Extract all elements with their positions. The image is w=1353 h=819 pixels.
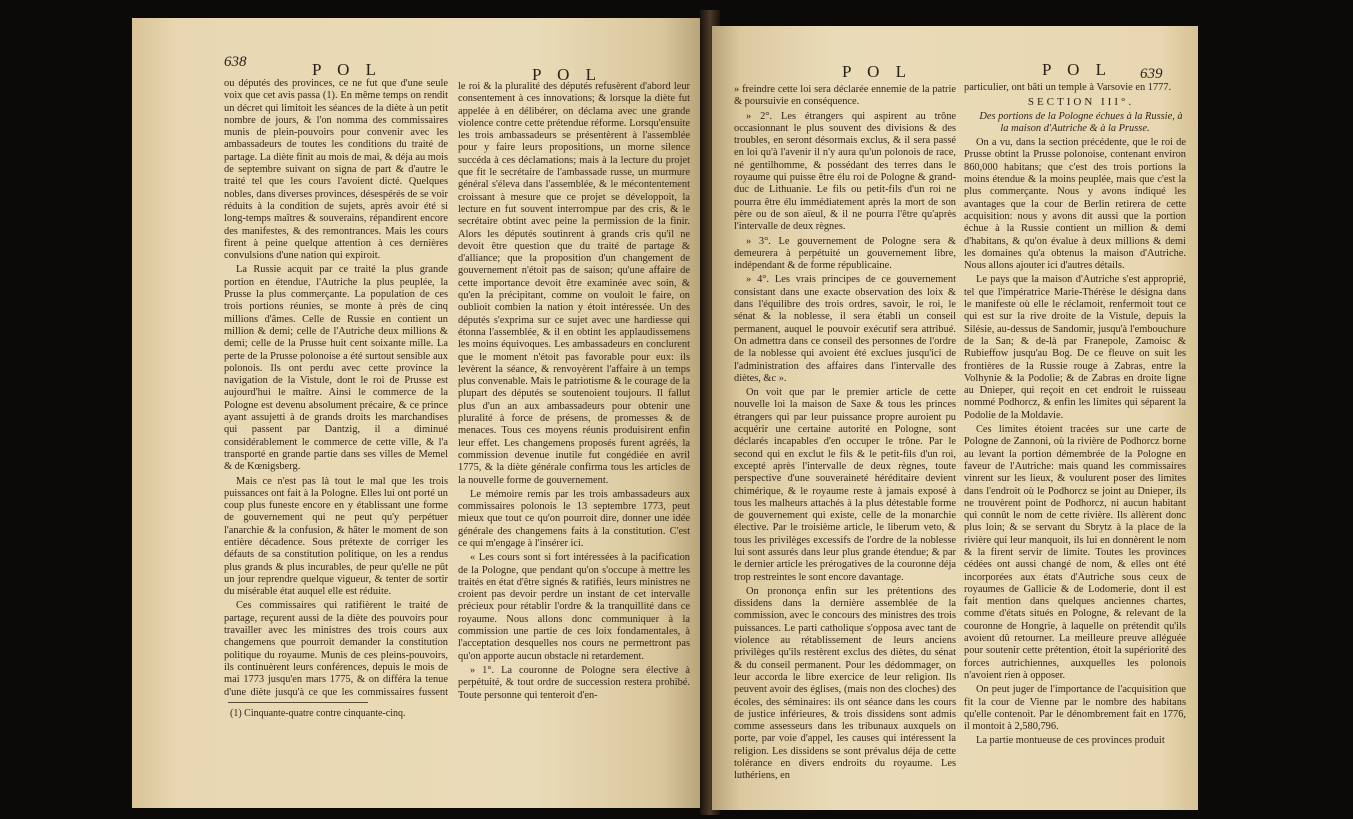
paragraph: Mais ce n'est pas là tout le mal que les trois puissances ont fait à la Pologne. Elles lui ont porté un coup plus funeste encore en y établissant une forme de gouvernement qui ne peut qu'y perpétuer l'anarchie & la confusion, & hâter le moment de son entière décadence. Sous prétexte de corriger les défauts de sa constitution politique, on les a rendus plus grands & plus incurables, de peur qu'elle ne pût un jour reprendre quelque vigueur, & tenter de sortir du misérable état auquel elle est réduite. [224, 475, 448, 598]
paragraph: le roi & la pluralité des députés refusèrent d'abord leur consentement à ces innovations; & lorsque la diète fut appelée à en délibérer, on déclama avec une grande violence contre cette prétendue réforme. Lorsqu'ensuite les trois ambassadeurs se présentèrent à l'assemblée pour y faire leurs propositions, un morne silence succéda à ces déclamations; mais à la lecture du projet que fit le secrétaire de l'ambassade russe, un murmure général s'éleva dans l'assemblée, & le mécontentement croissant à mesure que ce projet se développoit, la lecture en fut souvent interrompue par des cris, & le secrétaire obtint avec peine la permission de la finir. Alors les députés soutinrent à grands cris qu'il ne devoit être question que du traité de partage & d'alliance; que la proposition d'un changement de gouvernement n'étoit pas de saison; qu'une affaire de cette importance devoit être examinée avec soin, & qu'en la précipitant, comme on vouloit le faire, on oublioit combien la nation y étoit intéressée. Un des députés s'exprima sur ce sujet avec une hardiesse qui étonna l'assemblée, & il en obtint les applaudissemens les moins équivoques. Les ambassadeurs en conclurent que le moment n'étoit pas favorable pour eux: ils levèrent la séance, & renvoyèrent l'affaire à un temps plus convenable. Mais le patriotisme & le courage de la plupart des députés se soutenoient toujours. Il fallut plus d'un an aux ambassadeurs pour obtenir une pluralité à force de présens, de promesses & de menaces. Tous ces moyens réunis produisirent enfin leur effet. Les changemens proposés furent agréés, la commission devenue inutile fut congédiée en avril 1775, & la diète générale confirma tous les articles de la nouvelle forme de gouvernement. [458, 81, 690, 486]
paragraph: Le mémoire remis par les trois ambassadeurs aux commissaires polonois le 13 septembre 1773, peut mieux que tout ce qu'on pourroit dire, donner une idée générale des changemens faits à la constitution. C'est ce qui m'engage à l'insérer ici. [458, 488, 690, 549]
section-subtitle: Des portions de la Pologne échues à la Russie, à la maison d'Autriche & à la Prusse. [979, 110, 1183, 134]
paragraph: On voit que par le premier article de cette nouvelle loi la maison de Saxe & tous les princes étrangers qui par leur puissance propre auroient pu acquérir une certaine autorité en Pologne, sont déclarés incapables d'en occuper le trône. Par le second qui en exclut le fils & le petit-fils d'un roi, excepté après l'intervalle de deux règnes, toute perspective d'une souveraineté héréditaire devient chimérique, & le royaume reste à jamais exposé à tous les malheurs attachés à la plus détestable forme de gouvernement qui existe, celle de la monarchie élective. Par le troisième article, le liberum veto, & tous les privilèges excessifs de l'ordre de la noblesse lui sont assurés dans leur plus grande étendue; & par le dernier article les prérogatives de la couronne déja trop restreintes le sont encore davantage. [734, 387, 956, 583]
paragraph: » 3°. Le gouvernement de Pologne sera & demeurera à perpétuité un gouvernement libre, indépendant & de forme républicaine. [734, 235, 956, 272]
paragraph: On prononça enfin sur les prétentions des dissidens dans la dernière assemblée de la commission, avec le concours des ministres des trois puissances. Le parti catholique s'opposa avec tant de violence au rétablissement de leurs anciens privilèges qu'ils restèrent exclus des diètes, du sénat & du conseil permanent. Pour les dédommager, on leur accorda le libre exercice de leur religion. Ils peuvent avoir des églises, (mais non des cloches) des écoles, des séminaires: ils ont séance dans les cours de justice inférieures, & trois dissidens sont admis comme assesseurs dans les tribunaux auxquels on porte, par voie d'appel, les causes qui intéressent la religion. Les dissidens se sont prévalus déja de cette tolérance en divers endroits du royaume. Les luthériens, en [734, 585, 956, 782]
paragraph: La partie montueuse de ces provinces produit [976, 735, 1165, 747]
paragraph: « Les cours sont si fort intéressées à la pacification de la Pologne, que pendant qu'on s'occupe à mettre les traités en état d'être signés & ratifiés, leurs ministres ne croient pas devoir perdre un instant de cet intervalle précieux pour rétablir l'ordre & la tranquillité dans ce royaume. Nous allons donc communiquer à la commission une partie de ces loix fondamentales, à l'acceptation desquelles nos cours ne permettront pas qu'on apporte aucun obstacle ni retardement. [458, 552, 690, 662]
right-running-head-1: P O L [842, 62, 912, 81]
paragraph: » 4°. Les vrais principes de ce gouvernement consistant dans une exacte observation des loix & dans l'équilibre des trois ordres, savoir, le roi, le sénat & la noblesse, il sera établi un conseil permanent, auquel le pouvoir exécutif sera attribué. On admettra dans ce conseil des personnes de l'ordre de la noblesse qui avoient été exclues jusqu'ici de l'administration des affaires dans l'intervalle des diètes, &c ». [734, 274, 956, 384]
section-heading: SECTION III°. [1027, 96, 1135, 109]
paragraph: Ces commissaires qui ratifièrent le traité de partage, reçurent aussi de la diète des pouvoirs pour travailler avec les ministres des trois cours aux changemens que pourroit demander la constitution politique du royaume. Munis de ces pleins-pouvoirs, ils continuèrent leurs conférences, depuis le mois de mai 1773 jusqu'en mars 1775, & on différa la tenue d'une diète jusqu'à ce que les commissaires fussent [224, 600, 448, 698]
left-page [132, 18, 708, 808]
paragraph: » freindre cette loi sera déclarée ennemie de la patrie & poursuivie en conséquence. [734, 84, 956, 108]
left-running-head-2: P O L [532, 65, 602, 84]
paragraph: particulier, ont bâti un temple à Varsovie en 1777. [964, 82, 1172, 93]
paragraph: ou députés des provinces, ce ne fut que d'une seule voix que cet avis passa (1). En même temps on rendit un décret qui limitoit les séances de la diète à un petit nombre de jours, & l'on nomma des commissaires munis de plein-pouvoirs pour convenir avec les ambassadeurs de toutes les conditions du traité de partage. La diète finit au mois de mai, & déja au mois de septembre suivant on signa de part & d'autre le traité tel que les cours l'avoient dicté. Quelques nobles, dans diverses provinces, désespérés de se voir réduits à la condition de sujets, après avoir été si long-temps maîtres & souverains, répandirent encore des manifestes, & des remontrances. Mais les cours firent à peine quelque attention à ces dernières convulsions d'une nation qui expiroit. [224, 78, 448, 262]
paragraph: Le pays que la maison d'Autriche s'est approprié, tel que l'impératrice Marie-Thérèse le désigna dans le manifeste où elle le réclamoit, renfermoit tout ce qui est sur la rive droite de la Vistule, depuis la Silésie, au-dessus de Sandomir, jusqu'à l'embouchure de la San; & de-là par Franepole, Zamoisc & Rubieffow jusqu'au Bog. De ce fleuve on suit les frontières de la Russie rouge à Zabras, entre la Volhynie & la Podolie; & de Zabras en droite ligne au Dnieper, qui reçoit en cet endroit le ruisseau nommé Podhorcz, & enfin les limites qui séparent la Podolie de la Moldavie. [964, 274, 1186, 421]
left-column-2 [458, 81, 690, 713]
paragraph: La Russie acquit par ce traité la plus grande portion en étendue, l'Autriche la plus peuplée, la Prusse la plus commerçante. La population de ces trois portions réunies, se monte à près de cinq millions d'âmes. Celle de Russie en contient un million & demi; celle de l'Autriche deux millions & demi; celle de la Prusse huit cent soixante mille. La perte de la Prusse polonoise a été surtout sensible aux polonois. Ils ont perdu avec cette province la navigation de la Vistule, dont le roi de Prusse est aujourd'hui le maître. Ainsi le commerce de la Pologne est devenu absolument précaire, & ce prince ayant assujetti à de grands droits les marchandises qui passent par Dantzig, il a diminué considérablement le commerce de cette ville, & l'a transporté en grande partie dans ses villes de Memel & de Kœnigsberg. [224, 264, 448, 473]
paragraph: On a vu, dans la section précédente, que le roi de Prusse obtint la Prusse polonoise, contenant environ 860,000 habitans; que c'est des trois portions la moins étendue & la moins peuplée, mais que c'est la plus commerçante. Nous y avons indiqué les avantages que la cour de Berlin retirera de cette acquisition: nous y avons dit aussi que la portion échue à la Russie contient un million & demi d'habitans, & qu'on évalue à deux millions & demi les domaines qu'a obtenus la maison d'Autriche. Nous allons ajouter ici d'autres détails. [964, 137, 1186, 272]
right-column-2 [964, 82, 1186, 806]
paragraph: On peut juger de l'importance de l'acquisition que fit la cour de Vienne par le nombre des habitans qu'elle contenoit. Par le dénombrement fait en 1776, il montoit à 2,580,796. [964, 684, 1186, 733]
paragraph: Ces limites étoient tracées sur une carte de Pologne de Zannoni, où la rivière de Podhorcz borne au levant la portion démembrée de la Pologne en faveur de l'Autriche: mais quand les commissaires vinrent sur les lieux, & voulurent poser des limites dans l'endroit où le Podhorcz se joint au Dnieper, ils ne trouvèrent point de Podhorcz, ni aucun habitant qui connût le nom de cette rivière. Ils allèrent donc plus loin; & se servant du Sbrytz à la place de la rivière qui leur manquoit, ils lui en donnèrent le nom & la firent servir de limite. Toutes les provinces cédées ont aussi changé de nom, & elles ont été incorporées aux états d'Autriche sous ceux de royaumes de Gallicie & de Lodomerie, dont il est fait mention dans quelques anciennes chartes, comme d'états situés en Pologne, & relevant de la couronne de Hongrie, à laquelle on prétendit qu'ils avoient dû retourner. La meilleure preuve alléguée pour soutenir cette prétention, étoit la supériorité des forces autrichiennes, auxquelles les polonois n'avoient rien à opposer. [964, 424, 1186, 681]
left-column-1 [224, 78, 448, 698]
footnote-rule [228, 702, 368, 703]
right-running-head-2: P O L [1042, 60, 1112, 79]
footnote: (1) Cinquante-quatre contre cinquante-cinq. [230, 708, 406, 719]
left-running-head-1: P O L [312, 60, 382, 79]
paragraph: » 1°. La couronne de Pologne sera élective à perpétuité, & tout ordre de succession restera prohibé. Toute personne qui tenteroit d'en- [458, 664, 690, 701]
right-column-1 [734, 84, 956, 806]
paragraph: » 2°. Les étrangers qui aspirent au trône occasionnant le plus souvent des divisions & des troubles, en seront désormais exclus, & il sera passé en loi qu'à l'avenir il n'y aura qu'un polonois de race, né gentilhomme, & possédant des terres dans le royaume qui puisse être élu roi de Pologne & grand-duc de Lithuanie. Le fils ou petit-fils d'un roi ne pourra être élu immédiatement après la mort de son père ou de son aïeul, & il ne pourra l'être qu'après l'intervalle de deux règnes. [734, 110, 956, 233]
right-page [712, 26, 1198, 810]
right-page-number: 639 [1140, 66, 1163, 82]
left-page-number: 638 [224, 54, 247, 70]
